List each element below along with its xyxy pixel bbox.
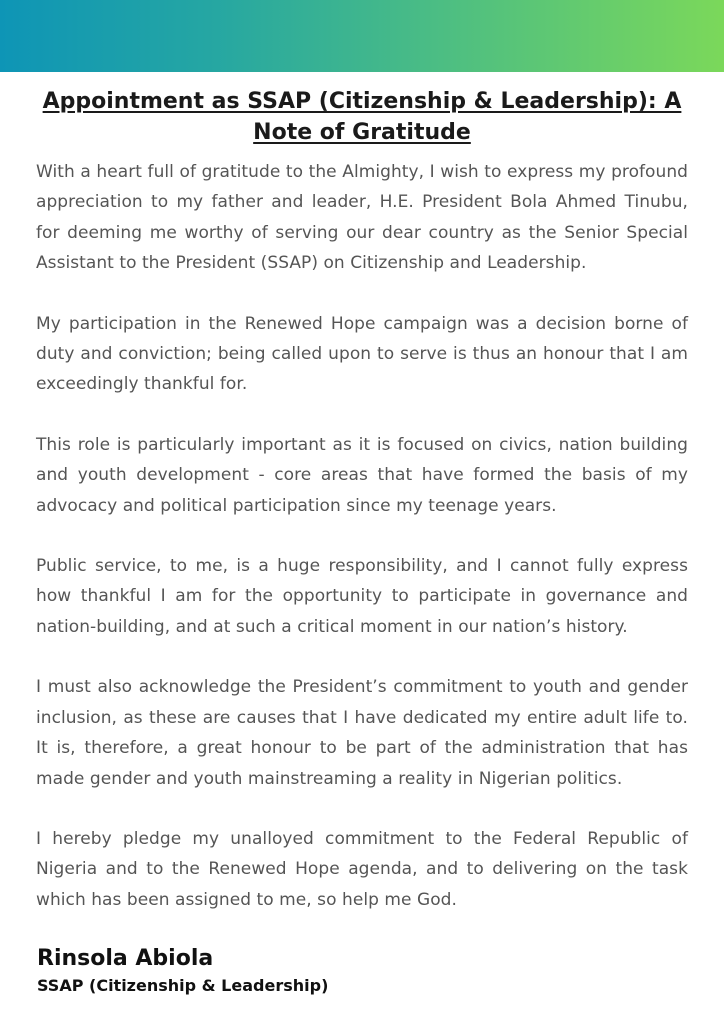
document-title: Appointment as SSAP (Citizenship & Leadership): A Note of Gratitude xyxy=(42,89,682,145)
top-gradient-banner xyxy=(0,0,724,72)
paragraph-pledge: I hereby pledge my unalloyed commitment to the Federal Republic of Nigeria and to the Renewed Hope agenda, and to delivering on the task which has been assigned to me, so help me God. xyxy=(36,828,688,910)
signature-block xyxy=(37,944,328,998)
letter-body xyxy=(36,157,688,945)
paragraph-role: This role is particularly important as it is focused on civics, nation building and youth development - core areas that have formed the basis of my advocacy and political participation since my teenage years. xyxy=(36,434,688,516)
signature-title: SSAP (Citizenship & Leadership) xyxy=(37,976,329,995)
paragraph-gratitude: With a heart full of gratitude to the Almighty, I wish to express my profound appreciation to my father and leader, H.E. President Bola Ahmed Tinubu, for deeming me worthy of serving our dear country as the Senior Special Assistant to the President (SSAP) on Citizenship and Leadership. xyxy=(36,162,688,274)
paragraph-inclusion: I must also acknowledge the President’s commitment to youth and gender inclusion, as these are causes that I have dedicated my entire adult life to. It is, therefore, a great honour to be part of the administration that has made gender and youth mainstreaming a reality in Nigerian politics. xyxy=(36,677,688,789)
paragraph-campaign: My participation in the Renewed Hope campaign was a decision borne of duty and conviction; being called upon to serve is thus an honour that I am exceedingly thankful for. xyxy=(36,313,688,395)
paragraph-public-service: Public service, to me, is a huge responsibility, and I cannot fully express how thankful I am for the opportunity to participate in governance and nation-building, and at such a critical moment in our nation’s history. xyxy=(36,556,688,637)
signature-name: Rinsola Abiola xyxy=(37,946,214,971)
